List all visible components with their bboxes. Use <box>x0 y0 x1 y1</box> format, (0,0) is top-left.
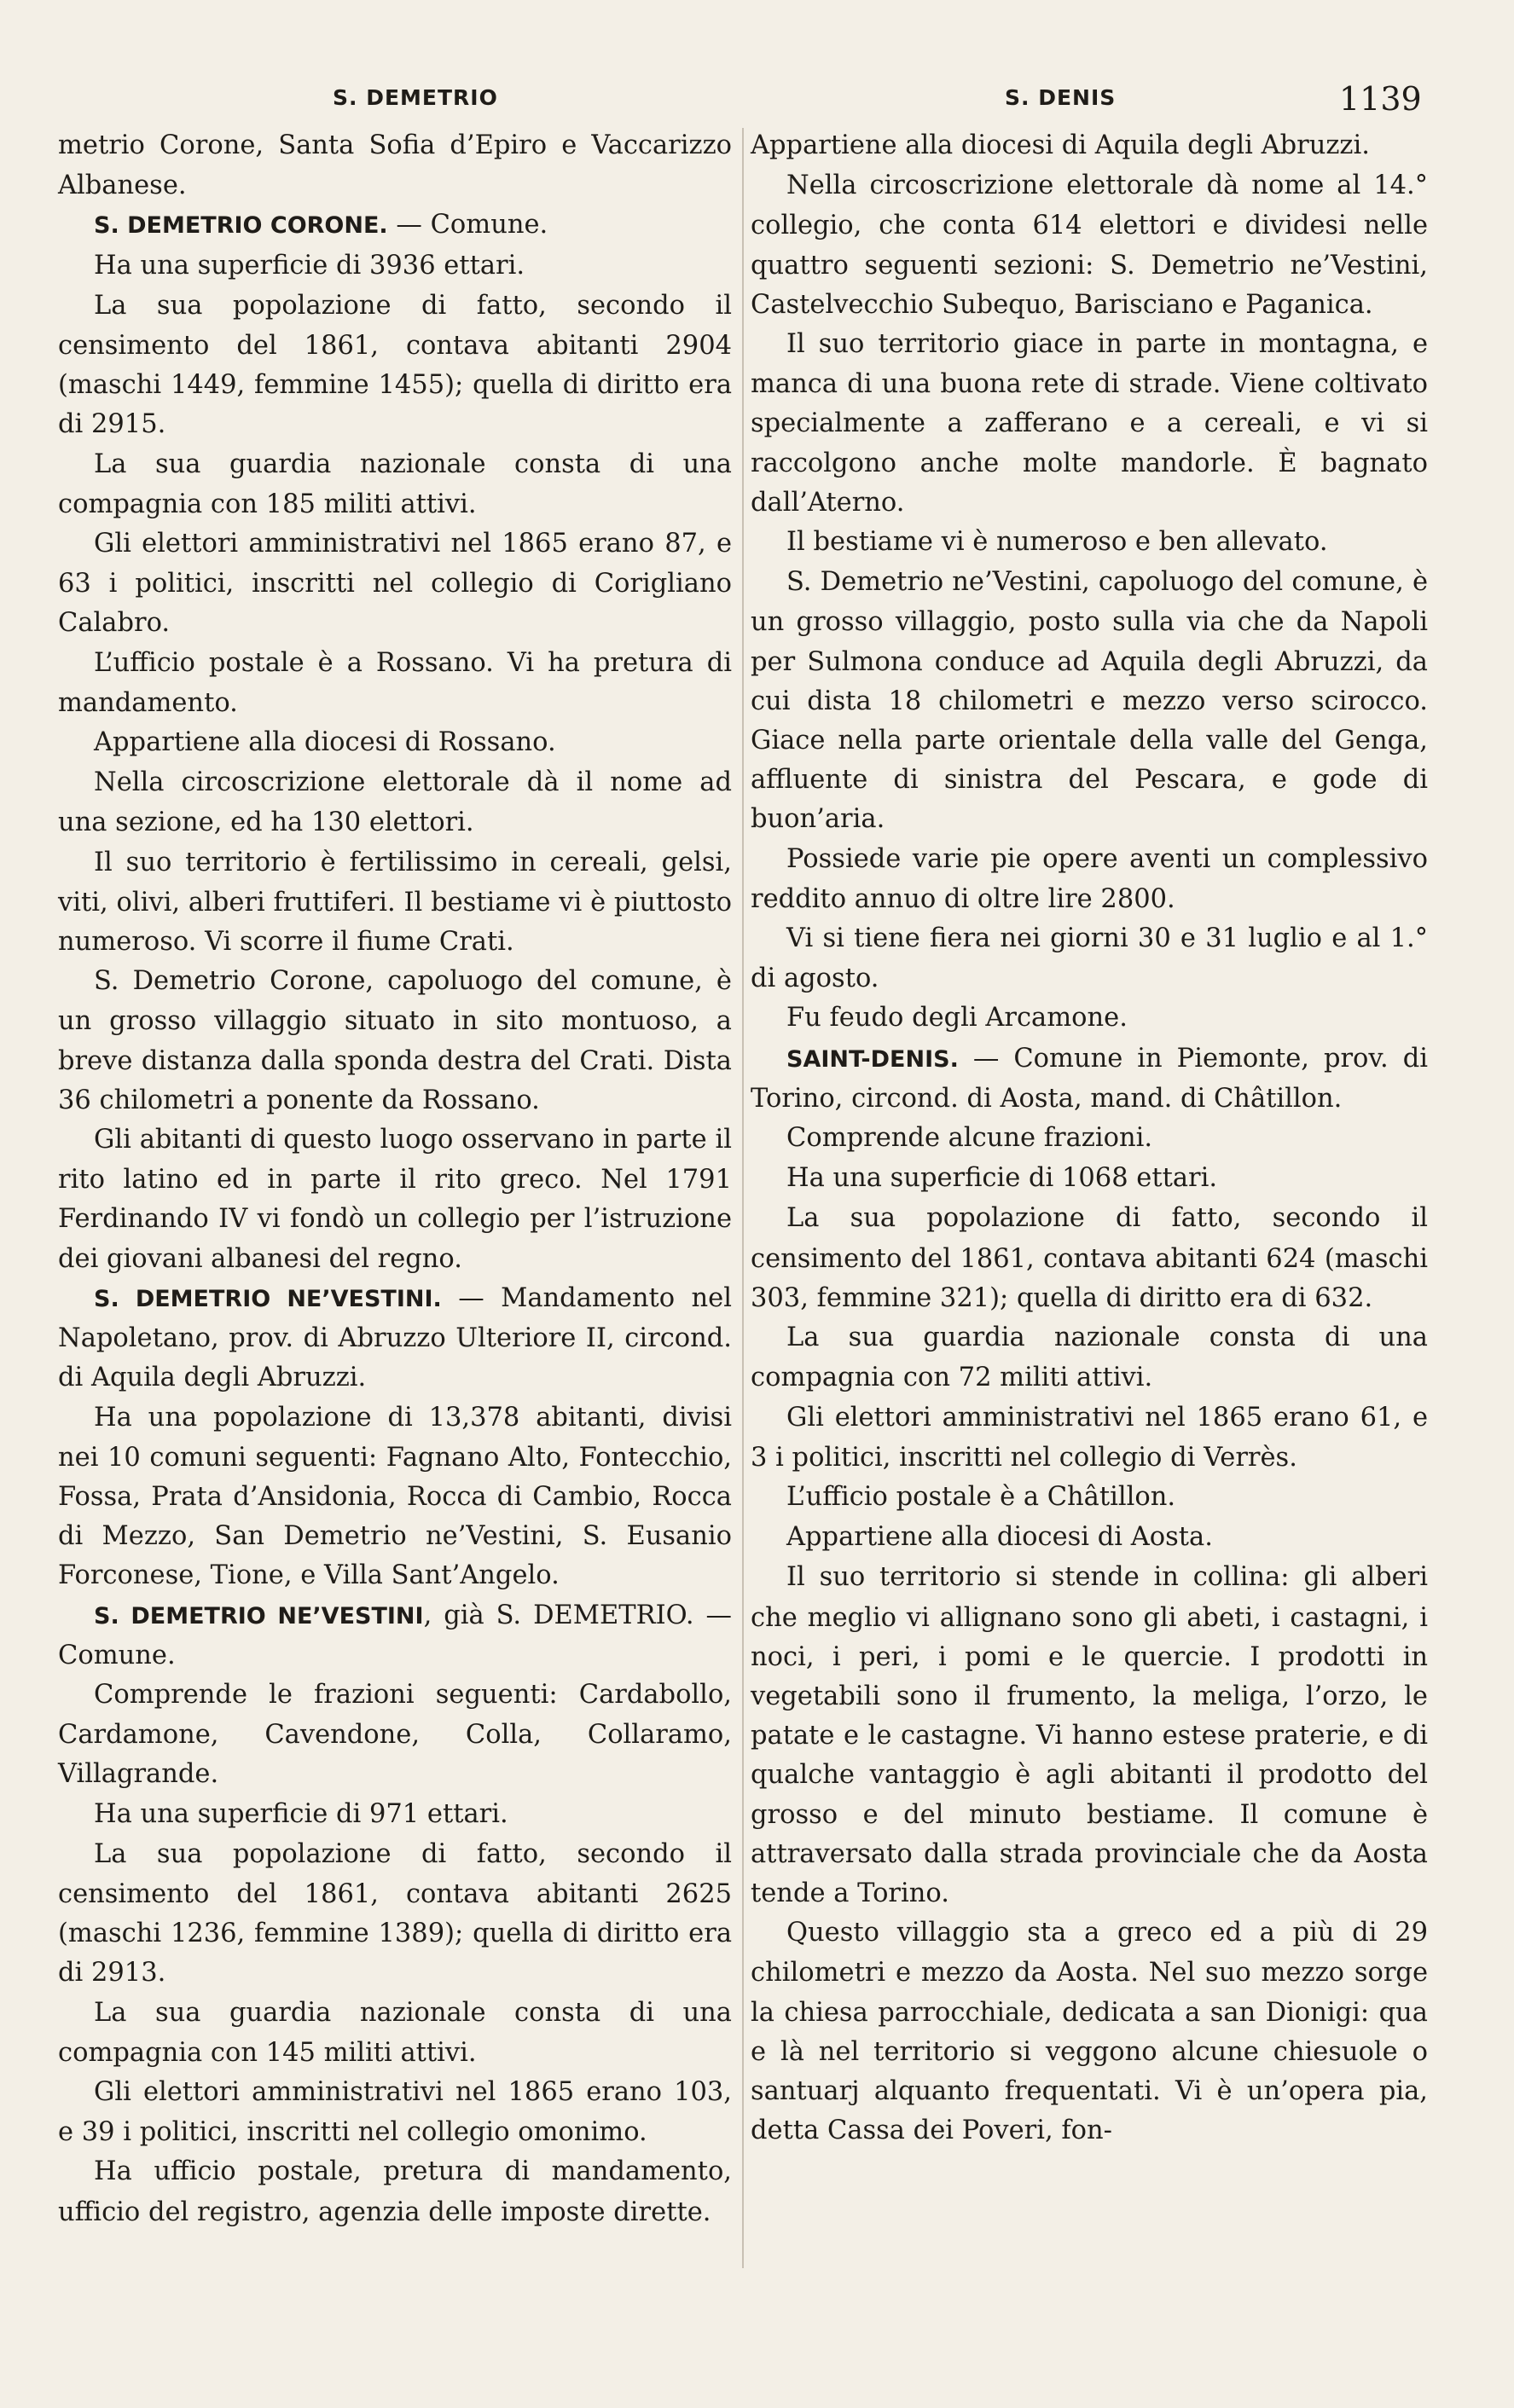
paragraph-text: S. Demetrio ne’Vestini, capoluogo del comune, è un grosso villaggio, posto sulla via che da Napoli per Sulmona conduce ad Aquila degli Abruzzi, da cui dista 18 chilometri e mezzo verso scirocco. Giace nella parte orientale della valle del Genga, affluente di sinistra del Pescara, e gode di buon’aria. <box>751 567 1428 835</box>
paragraph <box>58 1835 732 1994</box>
paragraph <box>58 2073 732 2152</box>
paragraph-text: Ha una superficie di 1068 ettari. <box>786 1163 1218 1194</box>
paragraph <box>751 523 1428 563</box>
paragraph <box>751 1199 1428 1318</box>
running-head-right: S. DENIS <box>1005 85 1117 110</box>
paragraph-text: Ha una superficie di 3936 ettari. <box>94 250 525 281</box>
paragraph <box>751 1039 1428 1119</box>
paragraph-text: La sua guardia nazionale consta di una compagnia con 185 militi attivi. <box>58 449 732 519</box>
paragraph-text: — Comune in Piemonte, prov. di Torino, circond. di Aosta, mand. di Châtillon. <box>751 1043 1428 1114</box>
paragraph <box>58 445 732 524</box>
entry-title: S. DEMETRIO NE’VESTINI. <box>94 1285 442 1312</box>
paragraph <box>751 919 1428 999</box>
paragraph <box>751 1478 1428 1518</box>
paragraph <box>751 1159 1428 1199</box>
entry-title: S. DEMETRIO CORONE. <box>94 212 388 240</box>
paragraph <box>58 644 732 723</box>
paragraph <box>58 1279 732 1398</box>
paragraph-text: Vi si tiene fiera nei giorni 30 e 31 luglio e al 1.° di agosto. <box>751 923 1428 994</box>
paragraph <box>58 1676 732 1795</box>
paragraph-text: La sua popolazione di fatto, secondo il censimento del 1861, contava abitanti 2904 (maschi 1449, femmine 1455); quella di diritto era di 2915. <box>58 290 732 440</box>
paragraph <box>751 166 1428 325</box>
paragraph-text: — Comune. <box>387 210 548 240</box>
paragraph <box>58 524 732 644</box>
paragraph-text: Gli abitanti di questo luogo osservano in parte il rito latino ed in parte il rito greco. Nel 1791 Ferdinando IV vi fondò un collegio per l’istruzione dei giovani albanesi del regno. <box>58 1125 732 1274</box>
paragraph-text: Gli elettori amministrativi nel 1865 erano 61, e 3 i politici, inscritti nel collegio di Verrès. <box>751 1402 1428 1473</box>
paragraph-text: La sua popolazione di fatto, secondo il censimento del 1861, contava abitanti 624 (maschi 303, femmine 321); quella di diritto era di 632. <box>751 1203 1428 1313</box>
paragraph-text: Nella circoscrizione elettorale dà nome al 14.° collegio, che conta 614 elettori e dividesi nelle quattro seguenti sezioni: S. Demetrio ne’Vestini, Castelvecchio Subequo, Barisciano e Paganica. <box>751 171 1428 320</box>
paragraph-text: La sua guardia nazionale consta di una compagnia con 72 militi attivi. <box>751 1323 1428 1393</box>
paragraph-text: Appartiene alla diocesi di Aquila degli Abruzzi. <box>751 130 1370 160</box>
paragraph-text: L’ufficio postale è a Rossano. Vi ha pretura di mandamento. <box>58 647 732 718</box>
paragraph-text: Nella circoscrizione elettorale dà il nome ad una sezione, ed ha 130 elettori. <box>58 767 732 838</box>
paragraph <box>58 246 732 287</box>
paragraph-text: Gli elettori amministrativi nel 1865 erano 87, e 63 i politici, inscritti nel collegio di Corigliano Calabro. <box>58 529 732 639</box>
paragraph <box>751 840 1428 919</box>
paragraph <box>58 287 732 445</box>
paragraph-text: La sua guardia nazionale consta di una compagnia con 145 militi attivi. <box>58 1997 732 2068</box>
paragraph-text: L’ufficio postale è a Châtillon. <box>786 1481 1176 1512</box>
page-number: 1139 <box>1339 80 1422 118</box>
paragraph <box>58 205 732 246</box>
paragraph <box>751 1398 1428 1478</box>
paragraph <box>58 1795 732 1835</box>
entry-title: S. DEMETRIO NE’VESTINI <box>94 1602 424 1629</box>
entry-title: SAINT-DENIS. <box>786 1045 959 1073</box>
paragraph-text: Gli elettori amministrativi nel 1865 erano 103, e 39 i politici, inscritti nel collegio omonimo. <box>58 2076 732 2148</box>
paragraph-text: Possiede varie pie opere aventi un complessivo reddito annuo di oltre lire 2800. <box>751 843 1428 914</box>
paragraph <box>751 1318 1428 1398</box>
paragraph <box>751 1119 1428 1159</box>
paragraph-text: Il suo territorio giace in parte in montagna, e manca di una buona rete di strade. Viene coltivato specialmente a zafferano e a cereali, e vi si raccolgono anche molte mandorle. È bagnato dall’Aterno. <box>751 329 1428 518</box>
paragraph <box>58 1596 732 1676</box>
paragraph <box>58 962 732 1120</box>
paragraph <box>751 325 1428 523</box>
paragraph-text: Appartiene alla diocesi di Rossano. <box>94 727 556 758</box>
paragraph-text: Ha ufficio postale, pretura di mandamento, ufficio del registro, agenzia delle imposte dirette. <box>58 2156 732 2227</box>
paragraph <box>751 1558 1428 1913</box>
paragraph-text: Il suo territorio è fertilissimo in cereali, gelsi, viti, olivi, alberi fruttiferi. Il bestiame vi è piuttosto numeroso. Vi scorre il fiume Crati. <box>58 847 732 958</box>
paragraph-text: Il bestiame vi è numeroso e ben allevato. <box>786 527 1328 558</box>
paragraph-text: Comprende le frazioni seguenti: Cardabollo, Cardamone, Cavendone, Colla, Collaramo, Villagrande. <box>58 1679 732 1790</box>
left-column <box>58 126 732 2232</box>
paragraph-text: — Mandamento nel Napoletano, prov. di Abruzzo Ulteriore II, circond. di Aquila degli Abruzzi. <box>58 1282 732 1393</box>
running-head-left: S. DEMETRIO <box>333 85 498 110</box>
paragraph <box>58 723 732 763</box>
right-column <box>751 126 1428 2150</box>
paragraph <box>58 843 732 963</box>
paragraph-text: La sua popolazione di fatto, secondo il censimento del 1861, contava abitanti 2625 (maschi 1236, femmine 1389); quella di diritto era di 2913. <box>58 1838 732 1988</box>
paragraph <box>58 2152 732 2231</box>
paragraph <box>751 999 1428 1039</box>
column-divider <box>742 128 744 2268</box>
paragraph <box>58 126 732 205</box>
paragraph-text: S. Demetrio Corone, capoluogo del comune, è un grosso villaggio situato in sito montuoso, a breve distanza dalla sponda destra del Crati. Dista 36 chilometri a ponente da Rossano. <box>58 966 732 1115</box>
paragraph-text: Appartiene alla diocesi di Aosta. <box>786 1522 1213 1553</box>
paragraph-text: Ha una popolazione di 13,378 abitanti, divisi nei 10 comuni seguenti: Fagnano Alto, Fontecchio, Fossa, Prata d’Ansidonia, Rocca di Cambio, Rocca di Mezzo, San Demetrio ne’Vestini, S. Eusanio Forconese, Tione, e Villa Sant’Angelo. <box>58 1402 732 1591</box>
paragraph <box>58 763 732 842</box>
paragraph <box>751 126 1428 166</box>
paragraph-text: Comprende alcune frazioni. <box>786 1123 1153 1154</box>
paragraph-text: metrio Corone, Santa Sofia d’Epiro e Vaccarizzo Albanese. <box>58 130 732 201</box>
paragraph-text: Questo villaggio sta a greco ed a più di 29 chilometri e mezzo da Aosta. Nel suo mezzo sorge la chiesa parrocchiale, dedicata a san Dionigi: qua e là nel territorio si veggono alcune chiesuole o santuarj alquanto frequentati. Vi è un’opera pia, detta Cassa dei Poveri, fon- <box>751 1918 1428 2146</box>
paragraph-text: , già S. DEMETRIO. — Comune. <box>58 1600 732 1670</box>
paragraph <box>58 1994 732 2073</box>
paragraph <box>751 1913 1428 2150</box>
paragraph-text: Ha una superficie di 971 ettari. <box>94 1798 508 1829</box>
paragraph-text: Fu feudo degli Arcamone. <box>786 1003 1128 1033</box>
paragraph <box>58 1120 732 1279</box>
paragraph <box>58 1398 732 1596</box>
paragraph <box>751 563 1428 839</box>
paragraph-text: Il suo territorio si stende in collina: gli alberi che meglio vi allignano sono gli abeti, i castagni, i noci, i peri, i pomi e le quercie. I prodotti in vegetabili sono il frumento, la meliga, l’orzo, le patate e le castagne. Vi hanno estese praterie, e di qualche vantaggio è agli abitanti il prodotto del grosso e del minuto bestiame. Il comune è attraversato dalla strada provinciale che da Aosta tende a Torino. <box>751 1562 1428 1908</box>
paragraph <box>751 1518 1428 1558</box>
